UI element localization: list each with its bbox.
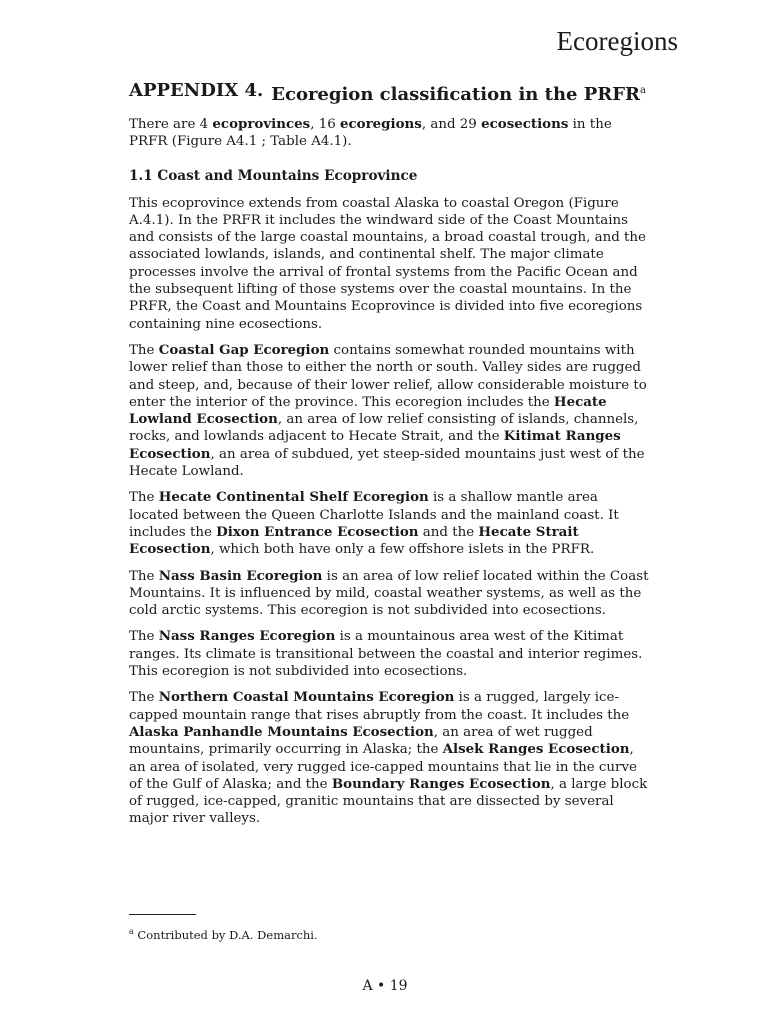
footnote-marker: a (640, 85, 646, 96)
hecate-shelf-paragraph: The Hecate Continental Shelf Ecoregion is a shallow mantle area located between the Queen Charlotte Islands and the mainland coast. It includes the Dixon Entrance Ecosection and the Hecate Strait Ecosection, which both have only a few offshore islets in the PRFR. (129, 489, 619, 558)
appendix-label: APPENDIX 4. (129, 80, 264, 101)
nass-basin-paragraph: The Nass Basin Ecoregion is an area of low relief located within the Coast Mountains. It is influenced by mild, coastal weather systems, as well as the cold arctic systems. This ecoregion is not subdivided into ecosections. (129, 567, 649, 619)
section-heading: 1.1 Coast and Mountains Ecoprovince (129, 167, 418, 184)
ecoprovince-paragraph: This ecoprovince extends from coastal Alaska to coastal Oregon (Figure A.4.1). In the PRFR it includes the windward side of the Coast Mountains and consists of the large coastal mountains, a broad coastal trough, and the associated lowlands, islands, and continental shelf. The major climate processes involve the arrival of frontal systems from the Pacific Ocean and the subsequent lifting of those systems over the coastal mountains. In the PRFR, the Coast and Mountains Ecoprovince is divided into five ecoregions containing nine ecosections. (129, 195, 646, 332)
page-number: A • 19 (362, 978, 408, 994)
running-head: Ecoregions (556, 26, 678, 56)
nass-ranges-paragraph: The Nass Ranges Ecoregion is a mountainous area west of the Kitimat ranges. Its climate is transitional between the coastal and interior regimes. This ecoregion is not subdivided into ecosections. (129, 628, 643, 680)
page-content (129, 80, 649, 837)
appendix-heading: Ecoregion classification in the PRFR$^a$ (271, 84, 646, 105)
coastal-gap-paragraph: The Coastal Gap Ecoregion contains somewhat rounded mountains with lower relief than those to either the north or south. Valley sides are rugged and steep, and, because of their lower relief, allow considerable moisture to enter the interior of the province. This ecoregion includes the Hecate Lowland Ecosection, an area of low relief consisting of islands, channels, rocks, and lowlands adjacent to Hecate Strait, and the Kitimat Ranges Ecosection, an area of subdued, yet steep-sided mountains just west of the Hecate Lowland. (129, 341, 647, 480)
footnote: $^a$ Contributed by D.A. Demarchi. (129, 927, 318, 942)
intro-paragraph: There are 4 ecoprovinces, 16 ecoregions, and 29 ecosections in the PRFR (Figure A4.1 ; Table A4.1). (129, 116, 612, 150)
northern-coastal-paragraph: The Northern Coastal Mountains Ecoregion is a rugged, largely ice-capped mountain range that rises abruptly from the coast. It includes the Alaska Panhandle Mountains Ecosection, an area of wet rugged mountains, primarily occurring in Alaska; the Alsek Ranges Ecosection, an area of isolated, very rugged ice-capped mountains that lie in the curve of the Gulf of Alaska; and the Boundary Ranges Ecosection, a large block of rugged, ice-capped, granitic mountains that are dissected by several major river valleys. (129, 689, 648, 827)
footnote-divider (129, 914, 196, 915)
appendix-title (129, 80, 649, 106)
